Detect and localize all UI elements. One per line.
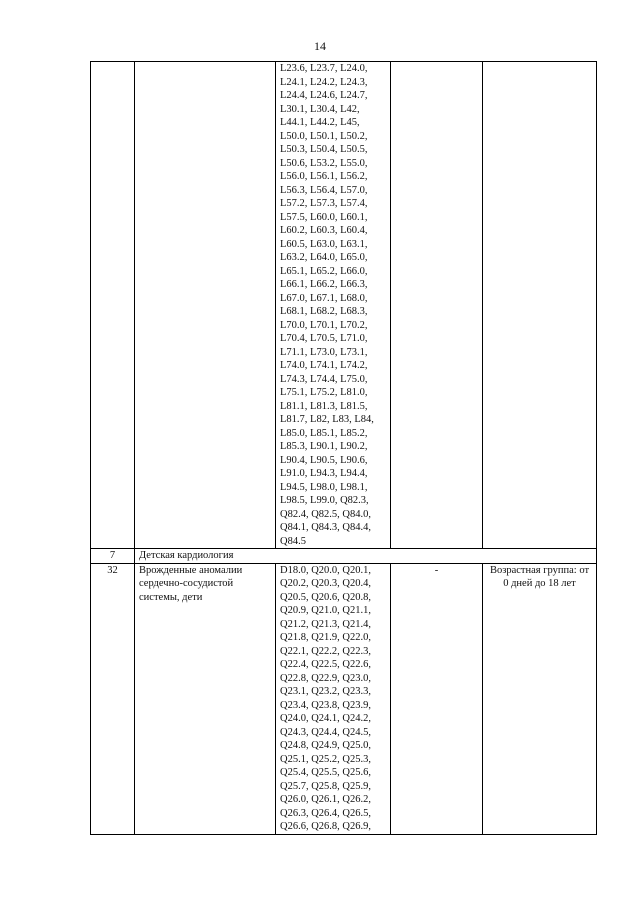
code-line: L23.6, L23.7, L24.0, <box>280 63 368 74</box>
code-line: L70.0, L70.1, L70.2, <box>280 319 368 331</box>
code-line: Q26.0, Q26.1, Q26.2, <box>280 794 371 805</box>
code-line: L74.0, L74.1, L74.2, <box>280 360 368 371</box>
code-line: L85.0, L85.1, L85.2, <box>280 427 368 439</box>
code-line: Q25.4, Q25.5, Q25.6, <box>280 767 371 778</box>
row-name: Врожденные аномалии сердечно-сосудистой системы, дети <box>135 563 276 834</box>
code-line: Q20.5, Q20.6, Q20.8, <box>280 591 371 603</box>
code-line: L74.3, L74.4, L75.0, <box>280 373 368 385</box>
row-col4: - <box>391 563 483 834</box>
section-title: Детская кардиология <box>135 549 597 564</box>
code-line: L24.1, L24.2, L24.3, <box>280 76 368 88</box>
row-col4 <box>391 62 483 549</box>
code-line: Q21.8, Q21.9, Q22.0, <box>280 632 371 643</box>
code-line: L94.5, L98.0, L98.1, <box>280 481 368 493</box>
code-line: L81.7, L82, L83, L84, <box>280 414 374 425</box>
code-line: L98.5, L99.0, Q82.3, <box>280 495 369 506</box>
code-line: Q23.4, Q23.8, Q23.9, <box>280 699 371 711</box>
code-line: L50.0, L50.1, L50.2, <box>280 130 368 142</box>
code-line: Q23.1, Q23.2, Q23.3, <box>280 686 371 697</box>
code-line: L24.4, L24.6, L24.7, <box>280 90 368 101</box>
code-line: L90.4, L90.5, L90.6, <box>280 454 368 466</box>
code-line: L91.0, L94.3, L94.4, <box>280 468 368 479</box>
code-line: Q24.8, Q24.9, Q25.0, <box>280 740 371 751</box>
code-line: L60.5, L63.0, L63.1, <box>280 238 368 250</box>
code-line: Q22.4, Q22.5, Q22.6, <box>280 659 371 670</box>
icd-codes-cell <box>276 563 391 834</box>
code-line: Q20.2, Q20.3, Q20.4, <box>280 578 371 589</box>
row-col5: Возрастная группа: от 0 дней до 18 лет <box>483 563 597 834</box>
code-line: Q24.3, Q24.4, Q24.5, <box>280 726 371 738</box>
code-line: Q22.1, Q22.2, Q22.3, <box>280 645 371 657</box>
code-line: L30.1, L30.4, L42, <box>280 103 360 115</box>
code-line: D18.0, Q20.0, Q20.1, <box>280 564 371 576</box>
icd-codes-cell <box>276 62 391 549</box>
code-line: L50.6, L53.2, L55.0, <box>280 157 368 169</box>
code-line: L71.1, L73.0, L73.1, <box>280 346 368 358</box>
row-col5 <box>483 62 597 549</box>
row-name <box>135 62 276 549</box>
code-line: Q20.9, Q21.0, Q21.1, <box>280 605 371 616</box>
code-line: L56.3, L56.4, L57.0, <box>280 184 368 196</box>
section-number: 7 <box>91 549 135 564</box>
code-line: L56.0, L56.1, L56.2, <box>280 171 368 182</box>
row-number: 32 <box>91 563 135 834</box>
code-line: Q26.3, Q26.4, Q26.5, <box>280 807 371 819</box>
code-line: Q82.4, Q82.5, Q84.0, <box>280 508 371 520</box>
code-line: L65.1, L65.2, L66.0, <box>280 265 368 277</box>
code-line: Q25.7, Q25.8, Q25.9, <box>280 780 371 792</box>
code-line: L57.5, L60.0, L60.1, <box>280 211 368 223</box>
code-line: L68.1, L68.2, L68.3, <box>280 306 368 317</box>
row-number <box>91 62 135 549</box>
table-row-continued <box>91 62 597 549</box>
code-line: L63.2, L64.0, L65.0, <box>280 252 368 263</box>
code-line: Q22.8, Q22.9, Q23.0, <box>280 672 371 684</box>
code-line: L75.1, L75.2, L81.0, <box>280 387 368 398</box>
section-row <box>91 549 597 564</box>
code-line: L50.3, L50.4, L50.5, <box>280 144 368 155</box>
code-line: Q84.1, Q84.3, Q84.4, <box>280 522 371 533</box>
code-line: L57.2, L57.3, L57.4, <box>280 198 368 209</box>
code-line: Q21.2, Q21.3, Q21.4, <box>280 618 371 630</box>
criteria-table <box>90 61 597 835</box>
code-line: Q84.5 <box>280 535 306 547</box>
table-row-32 <box>91 563 597 834</box>
code-line: Q26.6, Q26.8, Q26.9, <box>280 821 371 832</box>
code-line: Q25.1, Q25.2, Q25.3, <box>280 753 371 765</box>
code-line: L81.1, L81.3, L81.5, <box>280 400 368 412</box>
code-line: L85.3, L90.1, L90.2, <box>280 441 368 452</box>
code-line: L70.4, L70.5, L71.0, <box>280 333 368 344</box>
code-line: L44.1, L44.2, L45, <box>280 117 360 128</box>
code-line: L67.0, L67.1, L68.0, <box>280 292 368 304</box>
code-line: Q24.0, Q24.1, Q24.2, <box>280 713 371 724</box>
page-number: 14 <box>314 39 326 53</box>
code-line: L66.1, L66.2, L66.3, <box>280 279 368 290</box>
code-line: L60.2, L60.3, L60.4, <box>280 225 368 236</box>
